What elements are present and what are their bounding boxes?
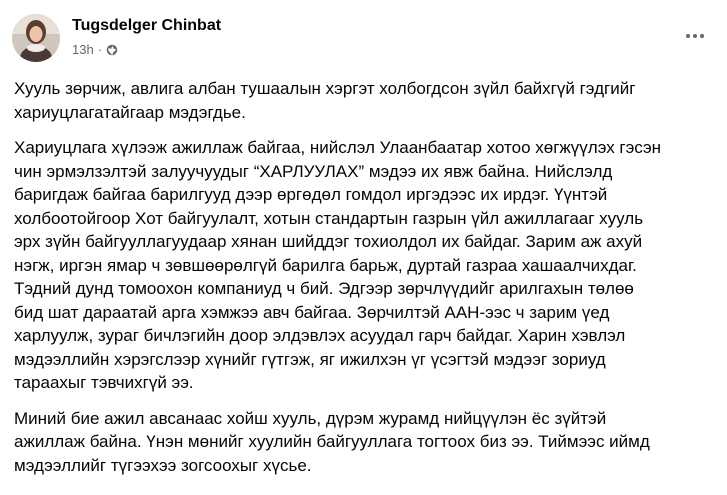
post-text-line: Хууль зөрчиж, авлига албан тушаалын хэргэт холбогдсон зүйл байхгүй гэдгийг xyxy=(14,79,636,98)
avatar[interactable] xyxy=(12,14,60,62)
author-name[interactable]: Tugsdelger Chinbat xyxy=(72,17,222,34)
post-paragraph xyxy=(14,77,716,124)
post-text-line: Хариуцлага хүлээж ажиллаж байгаа, нийслэл Улаанбаатар хотоо хөгжүүлэх гэсэн xyxy=(14,138,662,157)
post-time[interactable]: 13h xyxy=(72,42,94,57)
post-text-line: Миний бие ажил авсанаас хойш хууль, дүрэм журамд нийцүүлэн ёс зүйтэй xyxy=(14,408,607,428)
post-text-line: тараахыг тэвчихгүй ээ. xyxy=(14,373,194,392)
meta-separator: · xyxy=(97,42,103,57)
globe-icon[interactable] xyxy=(106,44,118,56)
post-text-line: харлуулж, зураг бичлэгийн доор элдэвлэх асуудал гарч байдаг. Харин хэвлэл xyxy=(14,326,626,345)
avatar-photo xyxy=(12,14,60,62)
more-options-button[interactable] xyxy=(681,26,709,46)
post-text-line: баригдаж байгаа барилгууд дээр өргөдөл гомдол иргэдээс их ирдэг. Үүнтэй xyxy=(14,185,608,204)
post-text-line: холбоотойгоор Хот байгуулалт, хотын стандартын газрын үйл ажиллагааг хууль xyxy=(14,208,644,228)
post-paragraph xyxy=(14,136,716,395)
post-text-line: мэдээллийн хэрэгслээр хүнийг гүтгэж, яг ижилхэн үг үсэгтэй мэдээг зориуд xyxy=(14,349,606,369)
post-paragraph xyxy=(14,407,716,478)
post-text-line: мэдээллийг түгээхээ зогсоохыг хүсье. xyxy=(14,455,312,475)
post-text-line: Тэдний дунд томоохон компаниуд ч бий. Эдгээр зөрчлүүдийг арилгахын төлөө xyxy=(14,279,634,298)
post-text-line: чин эрмэлзэлтэй залуучуудыг “ХАРЛУУЛАХ” мэдээ их явж байна. Нийслэлд xyxy=(14,161,613,181)
post-text-line: бид шат дараатай арга хэмжээ авч байгаа. Зөрчилтэй ААН-ээс ч зарим үед xyxy=(14,302,610,322)
post-header xyxy=(12,12,715,62)
post-text-line: ажиллаж байна. Үнэн мөнийг хуулийн байгууллага тогтоох биз ээ. Тиймээс иймд xyxy=(14,432,650,451)
post-text-line: нэгж, иргэн ямар ч зөвшөөрөлгүй барилга барьж, дуртай газраа хашаалчихдаг. xyxy=(14,255,637,275)
post-text xyxy=(14,77,716,489)
post-meta xyxy=(72,42,118,57)
post-text-line: эрх зүйн байгууллагуудаар хянан шийддэг тохиолдол их байдаг. Зарим аж ахуй xyxy=(14,232,643,251)
post-text-line: хариуцлагатайгаар мэдэгдье. xyxy=(14,102,246,122)
more-horizontal-icon xyxy=(686,34,704,38)
